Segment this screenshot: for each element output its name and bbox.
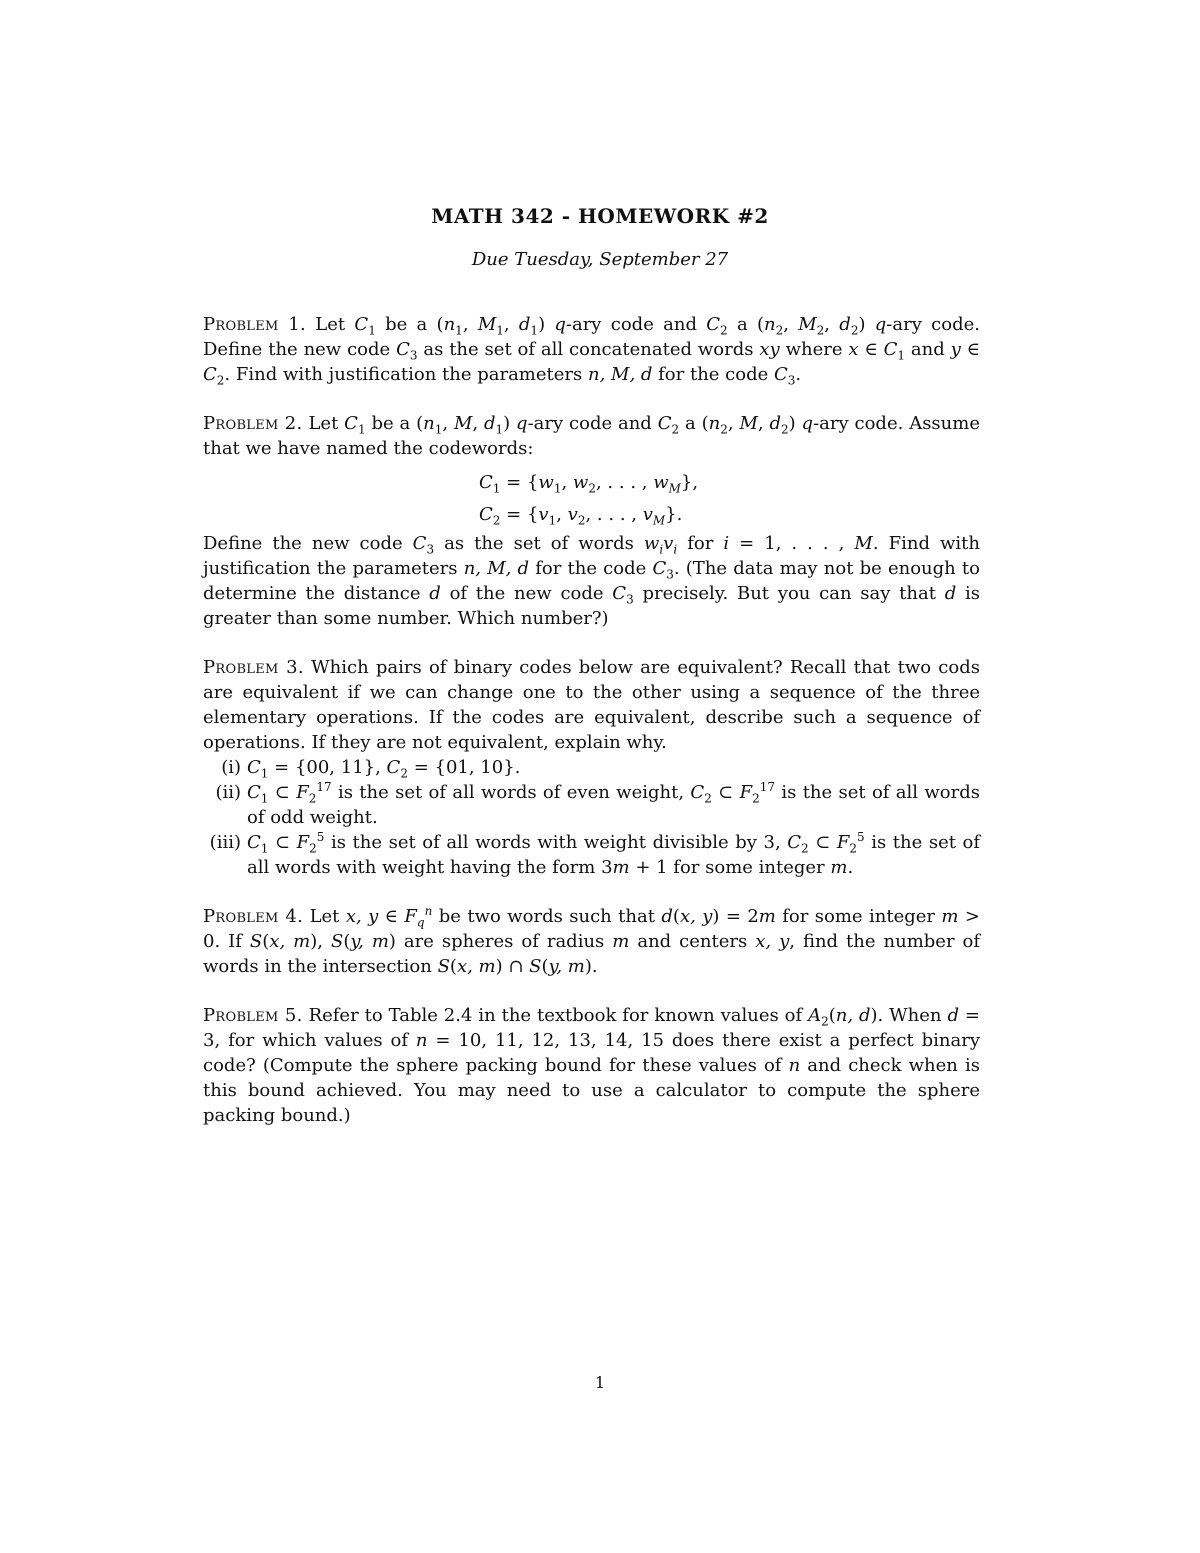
codeword-line-c2: $C_2 = \{v_1$, $v_2$, . . . , $v_M$}. bbox=[479, 504, 683, 528]
problem-1-label: Problem 1. bbox=[203, 314, 306, 335]
problem-1-text: Let $C_1$ be a ($n_1$, $M_1$, $d_1$) q-ary code and $C_2$ a ($n_2$, $M_2$, $d_2$) q-ary code. Define the new code $C_3$ as the set of all concatenated words xy where x ∈ $C_1$ and y ∈ $C_2$. Find with justification the parameters n, M, d for the code $C_3$. bbox=[203, 314, 980, 388]
problem-5-label: Problem 5. bbox=[203, 1005, 303, 1026]
item-number: (i) bbox=[221, 757, 241, 778]
item-number: (iii) bbox=[209, 832, 241, 853]
problem-4-label: Problem 4. bbox=[203, 906, 304, 927]
list-item bbox=[203, 830, 980, 880]
problem-5-text: Refer to Table 2.4 in the textbook for known values of $A_2(n$, d). When d = 3, for which values of n = 10, 11, 12, 13, 14, 15 does there exist a perfect binary code? (Compute the sphere packing bound for these values of n and check when is this bound achieved. You may need to use a calculator to compute the sphere packing bound.) bbox=[203, 1005, 980, 1126]
codeword-display bbox=[203, 467, 980, 531]
page-number: 1 bbox=[594, 1373, 606, 1392]
problem-list bbox=[203, 312, 980, 1152]
list-item bbox=[203, 755, 980, 780]
due-date: Due Tuesday, September 27 bbox=[471, 249, 729, 270]
problem-2-after: Define the new code $C_3$ as the set of words $w_iv_i$ for i = 1, . . . , M. Find with justification the parameters n, M, d for the code $C_3$. (The data may not be enough to determine the distance d of the new code $C_3$ precisely. But you can say that d is greater than some number. Which number?) bbox=[203, 533, 981, 629]
problem-2-text: Let $C_1$ be a ($n_1$, M, $d_1$) q-ary code and $C_2$ a ($n_2$, M, $d_2$) q-ary code. Assume that we have named the codewords: bbox=[203, 413, 980, 459]
list-item bbox=[203, 780, 980, 830]
problem-3-text: Which pairs of binary codes below are equivalent? Recall that two cods are equivalent if we can change one to the other using a sequence of the three elementary operations. If the codes are equivalent, describe such a sequence of operations. If they are not equivalent, explain why. bbox=[203, 657, 980, 753]
problem-1 bbox=[203, 312, 980, 387]
item-text: $C_1$ ⊂ $F_2^5$ is the set of all words with weight divisible by 3, $C_2$ ⊂ $F_2^5$ is the set of all words with weight having the form 3m + 1 for some integer m. bbox=[247, 830, 981, 878]
problem-3-items bbox=[203, 755, 980, 880]
problem-3 bbox=[203, 655, 980, 880]
problem-4 bbox=[203, 904, 980, 979]
problem-2-label: Problem 2. bbox=[203, 413, 303, 434]
item-text: $C_1$ ⊂ $F_2^{17}$ is the set of all words of even weight, $C_2$ ⊂ $F_2^{17}$ is the set of all words of odd weight. bbox=[247, 780, 980, 828]
codeword-line-c1: $C_1 = \{w_1$, $w_2$, . . . , $w_M$}, bbox=[479, 472, 699, 496]
item-number: (ii) bbox=[215, 782, 241, 803]
problem-4-text: Let x, y ∈ $F_q^n$ be two words such that d(x, y) = 2m for some integer m > 0. If S(x, m), S(y, m) are spheres of radius m and centers x, y, find the number of words in the intersection S(x, m) ∩ S(y, m). bbox=[203, 904, 981, 977]
problem-2 bbox=[203, 411, 980, 631]
document-title: MATH 342 - HOMEWORK #2 bbox=[431, 204, 769, 228]
problem-3-label: Problem 3. bbox=[203, 657, 304, 678]
problem-5 bbox=[203, 1003, 980, 1128]
item-text: $C_1 = \{00$, 11}, $C_2 = \{01$, 10}. bbox=[247, 757, 521, 781]
